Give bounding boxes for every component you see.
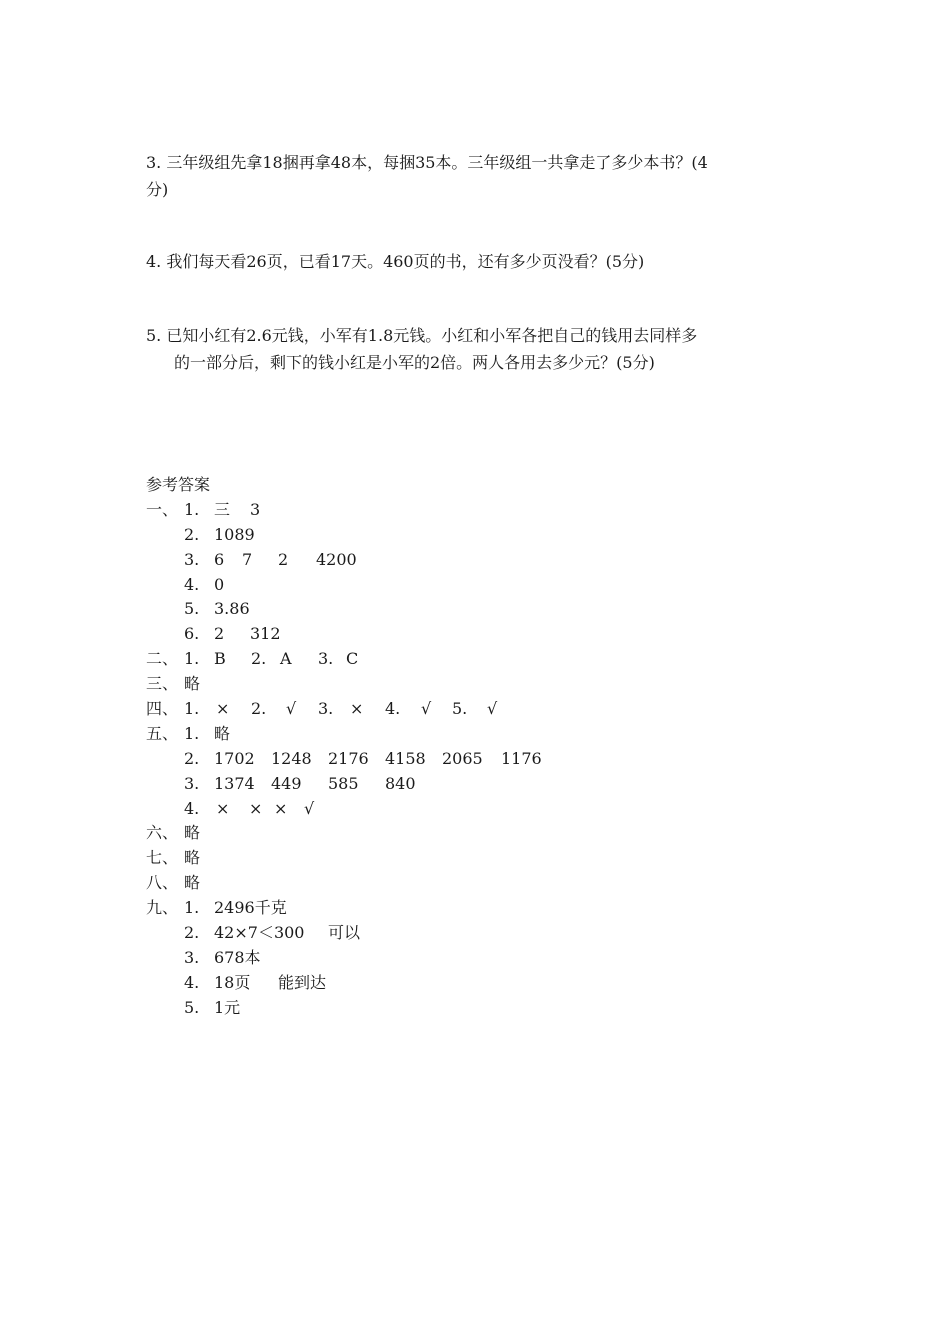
answer-value: 42×7＜300: [214, 923, 305, 943]
question-3-line2: 分): [146, 180, 169, 199]
item-number: 3.: [184, 773, 200, 793]
answer-value: 0: [214, 574, 225, 594]
answer-value: 1089: [214, 524, 255, 544]
answer-value: 2496千克: [214, 898, 287, 918]
item-number: 1.: [184, 649, 200, 669]
answer-value: ×: [350, 699, 364, 719]
section-label: 八、: [146, 873, 179, 893]
answer-value: √: [487, 699, 498, 719]
item-number: 2.: [184, 524, 200, 544]
answer-value: √: [286, 699, 297, 719]
section-label: 九、: [146, 898, 179, 918]
item-number: 4.: [184, 574, 200, 594]
answer-value: 略: [184, 873, 201, 893]
answer-value: 2065: [442, 748, 483, 768]
answer-value: 略: [214, 723, 231, 743]
answer-value: 678本: [214, 947, 261, 967]
answer-value: 三: [214, 499, 231, 519]
item-number: 1.: [184, 898, 200, 918]
item-number: 3.: [184, 549, 200, 569]
question-3-line1: 3. 三年级组先拿18捆再拿48本，每捆35本。三年级组一共拿走了多少本书？(4: [146, 153, 708, 172]
answer-key-heading: 参考答案: [146, 475, 211, 494]
item-number: 2.: [184, 923, 200, 943]
answer-value: 7: [242, 549, 253, 569]
item-number: 1.: [184, 699, 200, 719]
answer-value: 1元: [214, 997, 241, 1017]
answer-value: 312: [250, 624, 281, 644]
answer-value: 略: [184, 823, 201, 843]
item-number: 6.: [184, 624, 200, 644]
item-number: 4.: [184, 972, 200, 992]
question-5: [146, 322, 816, 376]
answer-value: 449: [271, 773, 302, 793]
item-number: 3.: [318, 649, 334, 669]
question-3: [146, 149, 816, 203]
answer-value: 1374: [214, 773, 255, 793]
answer-value: 1702: [214, 748, 255, 768]
section-label: 三、: [146, 674, 179, 694]
item-number: 4.: [184, 798, 200, 818]
answer-value: 略: [184, 848, 201, 868]
item-number: 5.: [184, 997, 200, 1017]
answer-value: ×: [216, 798, 230, 818]
item-number: 2.: [184, 748, 200, 768]
answer-value: B: [214, 649, 226, 669]
answer-value: ×: [216, 699, 230, 719]
answer-value: 可以: [328, 923, 361, 943]
question-5-line1: 5. 已知小红有2.6元钱，小军有1.8元钱。小红和小军各把自己的钱用去同样多: [146, 326, 698, 345]
item-number: 1.: [184, 723, 200, 743]
section-label: 七、: [146, 848, 179, 868]
answer-value: 1248: [271, 748, 312, 768]
item-number: 2.: [251, 649, 267, 669]
answer-value: √: [304, 798, 315, 818]
section-label: 五、: [146, 723, 179, 743]
answer-value: 2: [214, 624, 225, 644]
section-label: 六、: [146, 823, 179, 843]
question-4: [146, 248, 816, 275]
answer-value: 840: [385, 773, 416, 793]
answer-value: 4200: [316, 549, 357, 569]
item-number: 2.: [251, 699, 267, 719]
question-5-line2: 的一部分后，剩下的钱小红是小军的2倍。两人各用去多少元？(5分): [174, 353, 655, 372]
question-4-line1: 4. 我们每天看26页，已看17天。460页的书，还有多少页没看？(5分): [146, 252, 645, 271]
section-label: 四、: [146, 699, 179, 719]
answer-value: A: [280, 649, 292, 669]
item-number: 3.: [318, 699, 334, 719]
answer-value: 能到达: [278, 972, 327, 992]
answer-value: 3: [250, 499, 261, 519]
answer-value: C: [346, 649, 359, 669]
answer-value: 2176: [328, 748, 369, 768]
item-number: 3.: [184, 947, 200, 967]
answer-value: 1176: [501, 748, 542, 768]
answer-value: ×: [249, 798, 263, 818]
answer-value: 6: [214, 549, 225, 569]
section-label: 二、: [146, 649, 179, 669]
answer-value: 2: [278, 549, 289, 569]
item-number: 5.: [184, 599, 200, 619]
answer-value: 18页: [214, 972, 251, 992]
answer-value: 585: [328, 773, 359, 793]
answer-value: 3.86: [214, 599, 250, 619]
answer-value: √: [421, 699, 432, 719]
item-number: 4.: [385, 699, 401, 719]
item-number: 1.: [184, 499, 200, 519]
item-number: 5.: [452, 699, 468, 719]
answer-value: 4158: [385, 748, 426, 768]
answer-value: 略: [184, 674, 201, 694]
answer-value: ×: [274, 798, 288, 818]
section-label: 一、: [146, 499, 179, 519]
